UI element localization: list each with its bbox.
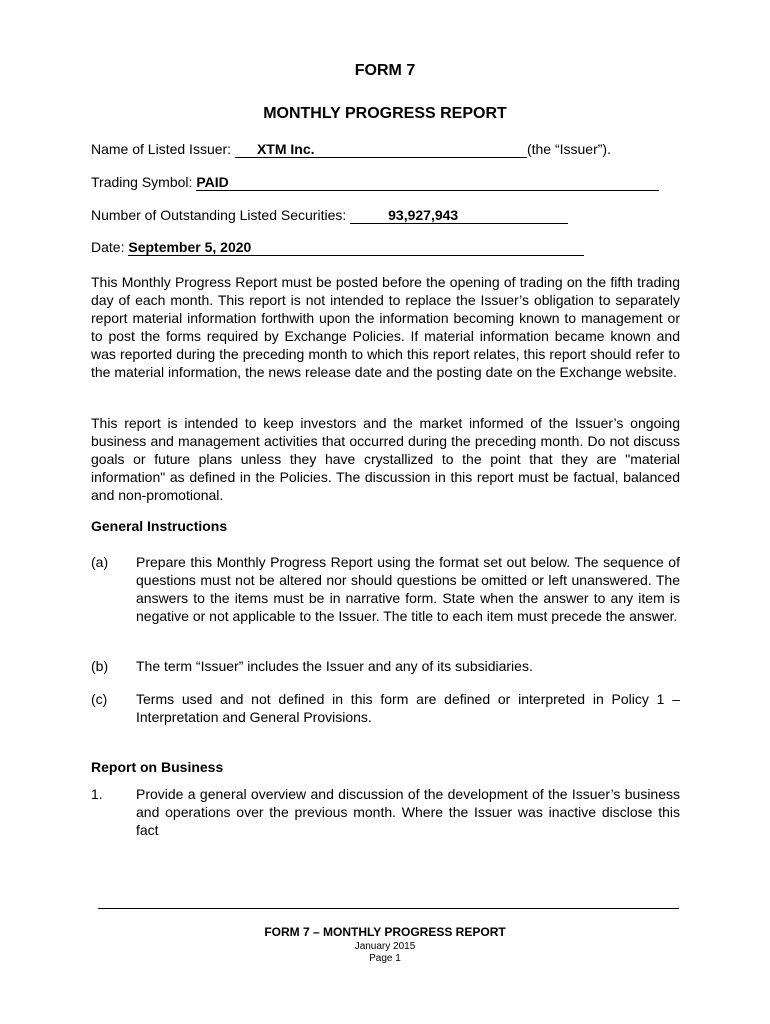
business-text: Provide a general overview and discussion of the development of the Issuer’s business and operations over the previous month. Where the Issuer was inactive disclose this fact [136,786,680,838]
intro-paragraph-2: This report is intended to keep investors and the market informed of the Issuer’s ongoing business and management activities that occurred during the preceding month. Do not discuss goals or future plans unless they have crystallized to the point that they are "material information" as defined in the Policies. The discussion in this report must be factual, balanced and non-promotional. [91,415,680,503]
trading-symbol-field [91,174,659,191]
footer-date: January 2015 [354,941,416,952]
instruction-text: Terms used and not defined in this form are defined or interpreted in Policy 1 – Interpretation and General Provisions. [136,691,680,725]
report-title: MONTHLY PROGRESS REPORT [263,105,507,122]
instruction-marker: (b) [91,658,109,674]
trading-symbol-value: PAID [196,175,659,191]
instruction-item-a [91,553,680,625]
issuer-label: Name of Listed Issuer: [91,141,232,157]
issuer-field [91,141,611,158]
instruction-text: The term “Issuer” includes the Issuer and any of its subsidiaries. [136,658,533,674]
footer-title: FORM 7 – MONTHLY PROGRESS REPORT [264,925,506,939]
instruction-item-c [91,690,680,726]
general-instructions-heading: General Instructions [91,518,228,534]
issuer-value: XTM Inc. [235,142,527,158]
date-field [91,239,584,256]
issuer-suffix: (the “Issuer”). [526,141,611,157]
business-item-1 [91,785,680,839]
instruction-marker: (a) [91,554,109,570]
date-label: Date: [91,239,125,255]
securities-label: Number of Outstanding Listed Securities: [91,207,347,223]
form-title: FORM 7 [354,62,416,79]
instruction-item-b [91,657,680,675]
business-marker: 1. [91,786,103,802]
securities-value: 93,927,943 [350,208,568,224]
trading-symbol-label: Trading Symbol: [91,174,193,190]
instruction-text: Prepare this Monthly Progress Report using the format set out below. The sequence of questions must not be altered nor should questions be omitted or left unanswered. The answers to the items must be in narrative form. State when the answer to any item is negative or not applicable to the Issuer. The title to each item must precede the answer. [136,554,680,624]
date-value: September 5, 2020 [128,240,584,256]
footer-divider [98,908,679,909]
securities-field [91,207,568,224]
footer-page-number: Page 1 [369,953,401,964]
report-on-business-heading: Report on Business [91,759,224,775]
intro-paragraph-1: This Monthly Progress Report must be posted before the opening of trading on the fifth trading day of each month. This report is not intended to replace the Issuer’s obligation to separately report material information forthwith upon the information becoming known to management or to post the forms required by Exchange Policies. If material information became known and was reported during the preceding month to which this report relates, this report should refer to the material information, the news release date and the posting date on the Exchange website. [91,274,680,380]
instruction-marker: (c) [91,691,108,707]
